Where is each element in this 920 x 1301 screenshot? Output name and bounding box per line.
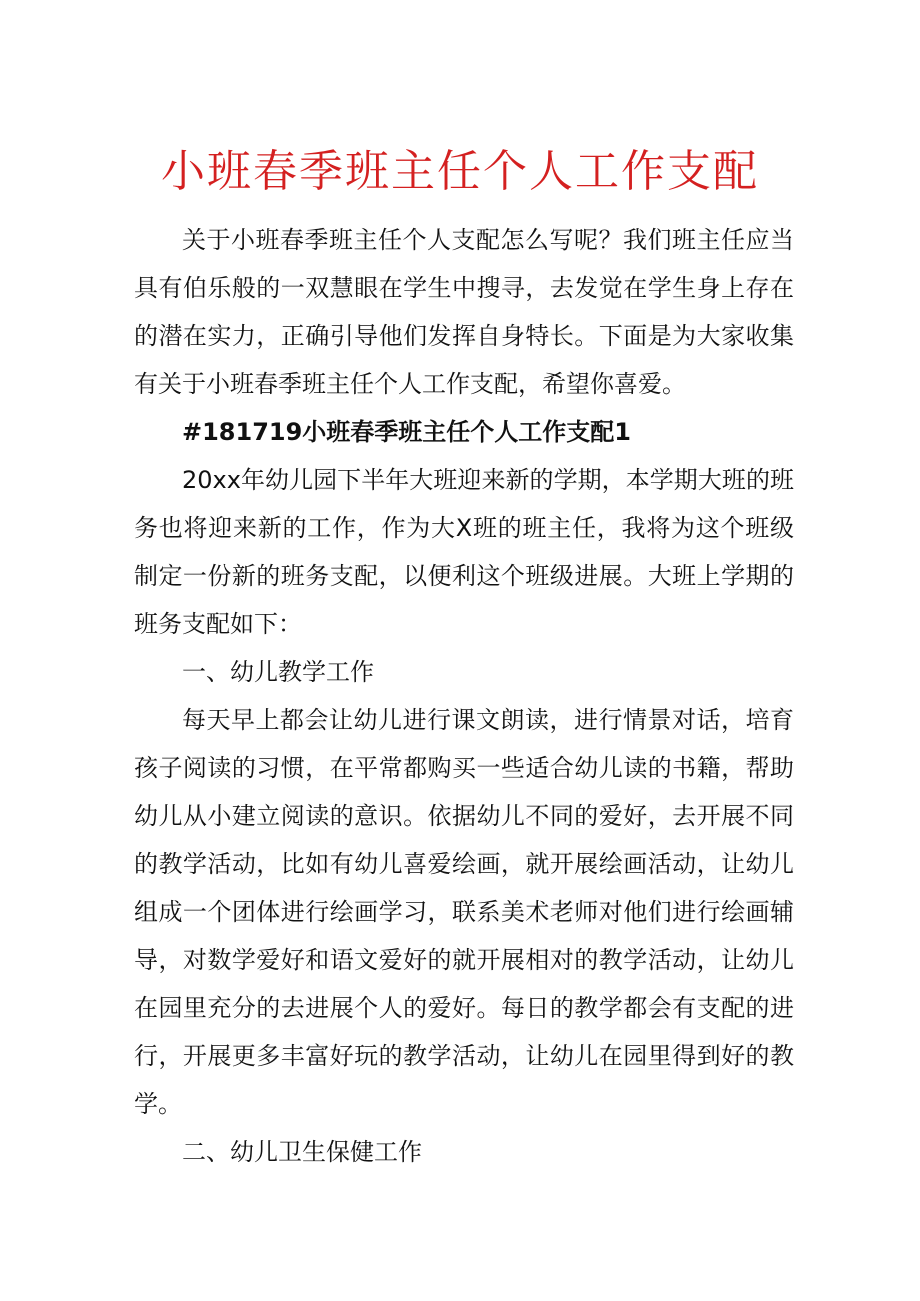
section-heading-teaching: 一、幼儿教学工作 [182, 658, 374, 686]
document-body [134, 216, 794, 1176]
body-paragraph-teaching: 每天早上都会让幼儿进行课文朗读，进行情景对话，培育孩子阅读的习惯，在平常都购买一些适合幼儿读的书籍，帮助幼儿从小建立阅读的意识。依据幼儿不同的爱好，去开展不同的教学活动，比如有幼儿喜爱绘画，就开展绘画活动，让幼儿组成一个团体进行绘画学习，联系美术老师对他们进行绘画辅导，对数学爱好和语文爱好的就开展相对的教学活动，让幼儿在园里充分的去进展个人的爱好。每日的教学都会有支配的进行，开展更多丰富好玩的教学活动，让幼儿在园里得到好的教学。 [134, 706, 794, 1118]
document-title: 小班春季班主任个人工作支配 [161, 146, 759, 197]
section-heading-health: 二、幼儿卫生保健工作 [182, 1138, 422, 1166]
article-heading: #181719小班春季班主任个人工作支配1 [182, 418, 632, 446]
intro-paragraph: 关于小班春季班主任个人支配怎么写呢？我们班主任应当具有伯乐般的一双慧眼在学生中搜寻，去发觉在学生身上存在的潜在实力，正确引导他们发挥自身特长。下面是为大家收集有关于小班春季班主任个人工作支配，希望你喜爱。 [134, 226, 794, 398]
body-paragraph: 20xx年幼儿园下半年大班迎来新的学期，本学期大班的班务也将迎来新的工作，作为大X班的班主任，我将为这个班级制定一份新的班务支配，以便利这个班级进展。大班上学期的班务支配如下： [134, 466, 794, 638]
